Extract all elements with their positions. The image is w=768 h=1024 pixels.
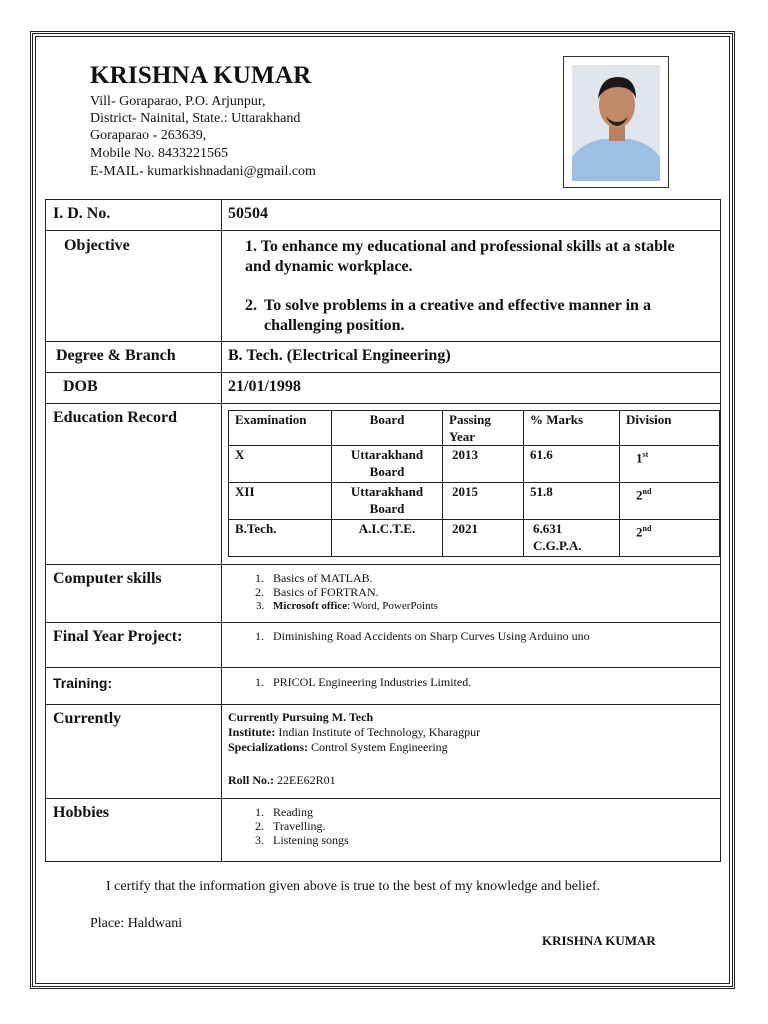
education-row	[46, 404, 721, 565]
objective-row	[46, 231, 721, 342]
project-content	[222, 623, 721, 668]
objective-item-1: 1. To enhance my educational and professional skills at a stable and dynamic workplace.	[245, 238, 675, 275]
address-line-3: Goraparao - 263639,	[90, 128, 207, 143]
roll-value: 22EE62R01	[274, 773, 336, 787]
project-list	[222, 629, 720, 643]
training-content	[222, 668, 721, 705]
year-cell: 2013	[443, 446, 524, 483]
profile-photo	[572, 65, 660, 181]
computer-skills-list	[222, 571, 720, 613]
dob-row	[46, 373, 721, 404]
candidate-name: KRISHNA KUMAR	[90, 62, 312, 89]
specialization-label: Specializations:	[228, 740, 308, 754]
list-item: 1. PRICOL Engineering Industries Limited.	[267, 675, 720, 689]
address-line-1: Vill- Goraparao, P.O. Arjunpur,	[90, 94, 266, 109]
education-table	[228, 410, 720, 557]
address-line-2: District- Nainital, State.: Uttarakhand	[90, 111, 301, 126]
exam-cell: X	[229, 446, 332, 483]
education-row-xii	[229, 483, 720, 520]
currently-row	[46, 705, 721, 799]
computer-skills-content	[222, 565, 721, 623]
division-value: 2	[636, 524, 643, 540]
resume-table	[45, 199, 721, 862]
division-cell	[620, 483, 720, 520]
degree-value: B. Tech. (Electrical Engineering)	[222, 342, 721, 373]
marks-cell: 61.6	[524, 446, 620, 483]
board-cell: Uttarakhand Board	[332, 483, 443, 520]
objective-item-2	[245, 296, 700, 336]
list-item: 1. Diminishing Road Accidents on Sharp Curves Using Arduino uno	[267, 629, 720, 643]
currently-label: Currently	[46, 705, 222, 799]
degree-row	[46, 342, 721, 373]
marks-cell: 6.631 C.G.P.A.	[524, 520, 620, 557]
hobbies-content	[222, 799, 721, 862]
education-row-x	[229, 446, 720, 483]
header-passing-year: Passing Year	[443, 411, 524, 446]
education-cell	[222, 404, 721, 565]
education-label: Education Record	[46, 404, 222, 565]
division-suffix: nd	[642, 487, 652, 496]
education-row-btech	[229, 520, 720, 557]
specialization-line	[228, 740, 720, 755]
objective-content	[222, 231, 721, 342]
place: Place: Haldwani	[90, 916, 183, 931]
id-row	[46, 200, 721, 231]
division-value: 2	[636, 487, 643, 503]
project-label: Final Year Project:	[46, 623, 222, 668]
list-item: 1. Basics of MATLAB.	[267, 571, 720, 585]
list-item: 3. Listening songs	[267, 833, 720, 847]
institute-label: Institute:	[228, 725, 276, 739]
division-cell	[620, 520, 720, 557]
division-suffix: st	[642, 450, 649, 459]
objective-item-2-number: 2.	[245, 297, 257, 314]
email-address: E-MAIL- kumarkishnadani@gmail.com	[90, 164, 316, 179]
certification-statement: I certify that the information given above is true to the best of my knowledge and belief.	[106, 879, 601, 894]
id-label: I. D. No.	[46, 200, 222, 231]
profile-photo-frame	[563, 56, 669, 188]
marks-cell: 51.8	[524, 483, 620, 520]
skill-value: : Word, PowerPoints	[347, 600, 438, 612]
division-cell	[620, 446, 720, 483]
training-list	[222, 675, 720, 689]
header-division: Division	[620, 411, 720, 446]
header-board: Board	[332, 411, 443, 446]
hobbies-list	[222, 805, 720, 847]
institute-value: Indian Institute of Technology, Kharagpur	[275, 725, 481, 739]
hobbies-row	[46, 799, 721, 862]
training-row	[46, 668, 721, 705]
education-header-row	[229, 411, 720, 446]
dob-label: DOB	[46, 373, 222, 404]
header-examination: Examination	[229, 411, 332, 446]
project-row	[46, 623, 721, 668]
division-suffix: nd	[642, 524, 652, 533]
roll-label: Roll No.:	[228, 773, 274, 787]
list-item: 1. Reading	[267, 805, 720, 819]
objective-label: Objective	[46, 231, 222, 342]
mobile-number: Mobile No. 8433221565	[90, 146, 229, 161]
person-photo-icon	[572, 65, 660, 181]
board-cell: Uttarakhand Board	[332, 446, 443, 483]
list-item	[267, 599, 720, 613]
list-item: 2. Travelling.	[267, 819, 720, 833]
objective-item-2-text: To solve problems in a creative and effective manner in a challenging position.	[264, 297, 651, 334]
exam-cell: B.Tech.	[229, 520, 332, 557]
roll-line	[228, 773, 720, 788]
list-item: 2. Basics of FORTRAN.	[267, 585, 720, 599]
board-cell: A.I.C.T.E.	[332, 520, 443, 557]
current-program: Currently Pursuing M. Tech	[228, 710, 374, 724]
year-cell: 2021	[443, 520, 524, 557]
computer-skills-label: Computer skills	[46, 565, 222, 623]
specialization-value: Control System Engineering	[308, 740, 448, 754]
degree-label: Degree & Branch	[46, 342, 222, 373]
currently-content	[222, 705, 721, 799]
header-marks: % Marks	[524, 411, 620, 446]
computer-skills-row	[46, 565, 721, 623]
year-cell: 2015	[443, 483, 524, 520]
dob-value: 21/01/1998	[222, 373, 721, 404]
hobbies-label: Hobbies	[46, 799, 222, 862]
id-value: 50504	[222, 200, 721, 231]
institute-line	[228, 725, 720, 740]
skill-bold-label: Microsoft office	[273, 600, 348, 612]
signature-name: KRISHNA KUMAR	[542, 933, 656, 948]
division-value: 1	[636, 450, 643, 466]
exam-cell: XII	[229, 483, 332, 520]
training-label: Training:	[46, 668, 222, 705]
